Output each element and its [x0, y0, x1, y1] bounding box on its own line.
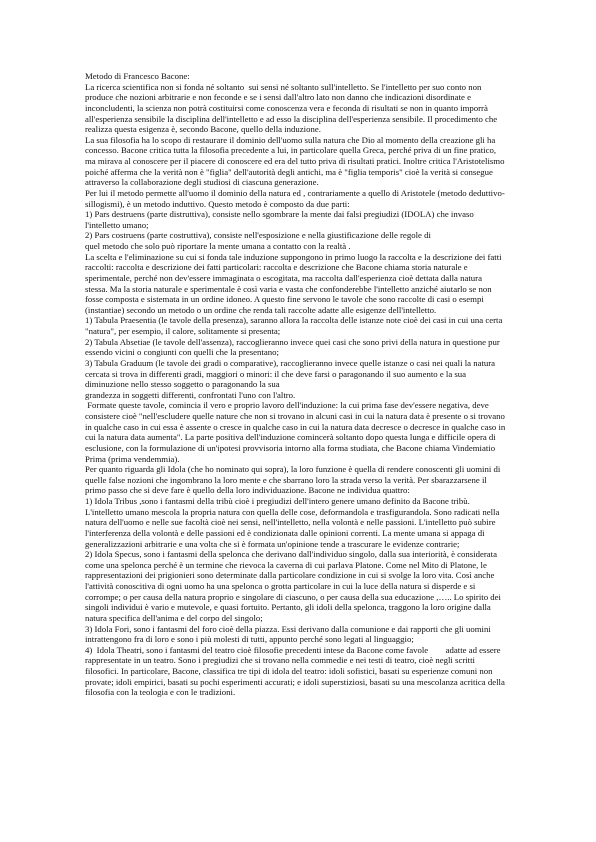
text-line: essendo vicini o congiunti con quelli che la presentano; — [85, 347, 279, 358]
text-line: (instantiae) secondo un metodo o un ordine che renda tali raccolte adatte alle esigenze dell'intelletto. — [85, 304, 437, 315]
text-line: l'attività conoscitiva di ogni uomo ha una spelonca o grotta particolare in cui la luce della natura si disperde e si — [85, 581, 476, 591]
text-line: produce che nozioni arbitrarie e non feconde e se i sensi dall'altro lato non danno che indicazioni disordinate e — [85, 92, 471, 103]
text-line: generalizzazioni arbitrarie e una volta che si è formata un'opinione tende a trascurare le evidenze contrarie; — [85, 538, 460, 549]
text-line: diminuzione nello stesso soggetto o paragonando la sua — [85, 379, 280, 390]
text-line: 4) Idola Theatri, sono i fantasmi del teatro cioè filosofie precedenti intese da Bacone come favole adatte ad essere — [85, 644, 501, 655]
text-line: come una spelonca perché è un termine che rievoca la caverna di cui parlava Platone. Come nel Mito di Platone, le — [85, 559, 487, 570]
text-line: natura dell'uomo e nelle sue facoltà cioè nei sensi, nell'intelletto, nella volontà e nelle passioni. L'intelletto può subire — [85, 517, 496, 528]
text-line: ma mirava al conoscere per il piacere di conoscere ed era del tutto priva di risultati pratici. Inoltre critica l'Aristotelismo — [85, 156, 505, 166]
text-line: raccolti: raccolta e descrizione dei fatti particolari: raccolta e descrizione che Bacone chiama storia naturale e — [85, 262, 468, 273]
text-line: inconcludenti, la scienza non potrà costituirsi come conoscenza vera e feconda di risultati se non in quanto imporrà — [85, 102, 488, 113]
text-line: l'intelletto umano; — [85, 219, 149, 230]
text-line: 1) Tabula Praesentia (le tavole della presenza), saranno allora la raccolta delle istanze note cioè dei casi in cui una certa — [85, 315, 503, 326]
text-line: 3) Tabula Graduum (le tavole dei gradi o comparative), raccoglieranno invece quelle istanze o casi nei quali la natura — [85, 357, 496, 368]
text-line: singoli individui è vario e mutevole, e quasi fortuito. Pertanto, gli idoli della spelonca, traggono la loro origine dalla — [85, 602, 491, 613]
text-line: L'intelletto umano mescola la propria natura con quella delle cose, deformandola e trasfigurandola. Sono radicati nella — [85, 506, 500, 517]
text-line: 2) Idola Specus, sono i fantasmi della spelonca che derivano dall'individuo singolo, dalla sua interiorità, è considerata — [85, 549, 497, 560]
text-line: Per lui il metodo permette all'uomo il dominio della natura ed , contrariamente a quello di Aristotele (metodo deduttivo- — [85, 187, 505, 198]
text-line: fosse composta e sistemata in un ordine idoneo. A questo fine servono le tavole che sono raccolte di casi o esempi — [85, 294, 484, 305]
text-line: filosofia con la teologia e con le tradizioni. — [85, 687, 236, 698]
document-title: Metodo di Francesco Bacone: — [85, 71, 190, 81]
text-line: grandezza in soggetti differenti, confrontati l'uno con l'altro. — [85, 389, 296, 400]
text-line: sillogismi), è un metodo induttivo. Questo metodo è composto da due parti: — [85, 198, 350, 209]
text-line: cui la natura data aumenta". La parte positiva dell'induzione comincerà soltanto dopo questa lunga e difficile opera di — [85, 432, 496, 443]
text-line: rappresentazioni dei prigionieri sono determinate dalla particolare condizione in cui si svolge la loro vita. Così anche — [85, 570, 495, 581]
text-line: consistere cioè "nell'escludere quelle nature che non si trovano in alcuni casi in cui la natura data è presente o si trovano — [85, 411, 505, 421]
text-line: in qualche caso in cui essa è assente o cresce in qualche caso in cui la natura data decresce o decresce in qualche caso in — [85, 421, 506, 432]
text-line: Prima (prima vendemmia). — [85, 453, 180, 464]
text-line: filosofici. In particolare, Bacone, classifica tre tipi di idola del teatro: idoli sofistici, basati su esperienze comuni non — [85, 666, 493, 676]
text-line: cercata si trova in differenti gradi, maggiori o minori: il che deve farsi o paragonando il suo aumento e la sua — [85, 368, 467, 379]
text-line: intrattengono fra di loro e sono i più molesti di tutti, appunto perché sono legati al linguaggio; — [85, 634, 414, 645]
text-line: La ricerca scientifica non si fonda né soltanto sui sensi né soltanto sull'intelletto. Se l'intelletto per suo conto non — [85, 81, 482, 92]
text-line: esclusione, con la formulazione di un'ipotesi provvisoria intorno alla forma studiata, che Bacone chiama Vindemiatio — [85, 442, 496, 453]
text-line: Per quanto riguarda gli Idola (che ho nominato qui sopra), la loro funzione è quella di rendere conoscenti gli uomini di — [85, 464, 501, 475]
text-line: 1) Pars destruens (parte distruttiva), consiste nello sgombrare la mente dai falsi pregiudizi (IDOLA) che invaso — [85, 209, 474, 220]
text-line: 2) Tabula Absetiae (le tavole dell'assenza), raccoglieranno invece quei casi che sono privi della natura in questione pur — [85, 336, 500, 347]
text-line: La scelta e l'eliminazione su cui si fonda tale induzione suppongono in primo luogo la raccolta e la descrizione dei fatti — [85, 251, 502, 262]
text-line: quelle false nozioni che ingombrano la loro mente e che sbarrano loro la strada verso la verità. Per sbarazzarsene il — [85, 474, 487, 485]
text-line: primo passo che si deve fare è quello della loro individuazione. Bacone ne individua quattro: — [85, 485, 410, 496]
text-line: provate; idoli empirici, basati su pochi esperimenti accurati; e idoli superstiziosi, basati su una mescolanza acritica della — [85, 676, 505, 687]
text-line: corrompe; o per causa della natura proprio e singolare di ciascuno, o per causa della sua educazione ,….. Lo spirito dei — [85, 591, 501, 602]
text-line: l'interferenza della volontà e delle passioni ed è condizionata dalle opinioni correnti. La mente umana si appaga di — [85, 527, 485, 538]
text-line: 1) Idola Tribus ,sono i fantasmi della tribù cioè i pregiudizi dell'intero genere umano definito da Bacone tribù. — [85, 496, 470, 506]
text-line: attraverso la collaborazione degli studiosi di ciascuna generazione. — [85, 177, 319, 188]
text-line: Formate queste tavole, comincia il vero e proprio lavoro dell'induzione: la cui prima fase dev'essere negativa, deve — [85, 400, 489, 411]
document-body — [85, 82, 517, 698]
text-line: concesso. Bacone critica tutta la filosofia precedente a lui, in particolare quella Greca, perché priva di un fine pratico, — [85, 145, 497, 156]
text-line: "natura", per esempio, il calore, solitamente si presenta; — [85, 326, 281, 336]
text-line: rappresentate in un teatro. Sono i pregiudizi che si trovano nella commedie e nei testi di teatro, cioè negli scritti — [85, 655, 475, 666]
text-line: 3) Idola Fori, sono i fantasmi del foro cioè della piazza. Essi derivano dalla comunione e dai rapporti che gli uomini — [85, 623, 491, 634]
text-line: quel metodo che solo può riportare la mente umana a contatto con la realtà . — [85, 241, 351, 251]
text-line: poiché afferma che la verità non è "figlia" dell'autorità degli antichi, ma è "figlia temporis" cioè la verità si consegue — [85, 166, 493, 177]
text-line: natura specifica dell'anima e del corpo del singolo; — [85, 612, 263, 623]
text-line: all'esperienza sensibile la disciplina dell'intelletto e ad esso la disciplina dell'esperienza sensibile. Il procedimento che — [85, 113, 498, 124]
text-line: stessa. Ma la storia naturale e sperimentale è così varia e vasta che confonderebbe l'intelletto anziché aiutarlo se non — [85, 283, 492, 294]
document-page — [85, 71, 517, 698]
text-line: 2) Pars costruens (parte costruttiva), consiste nell'esposizione e nella giustificazione delle regole di — [85, 230, 431, 241]
text-line: sperimentale, perché non dev'essere immaginata o escogitata, ma raccolta dall'esperienza cioè dettata dalla natura — [85, 272, 482, 283]
text-line: La sua filosofia ha lo scopo di restaurare il dominio dell'uomo sulla natura che Dio al momento della creazione gli ha — [85, 134, 496, 145]
text-line: realizza questa esigenza è, secondo Bacone, quello della induzione. — [85, 124, 321, 135]
